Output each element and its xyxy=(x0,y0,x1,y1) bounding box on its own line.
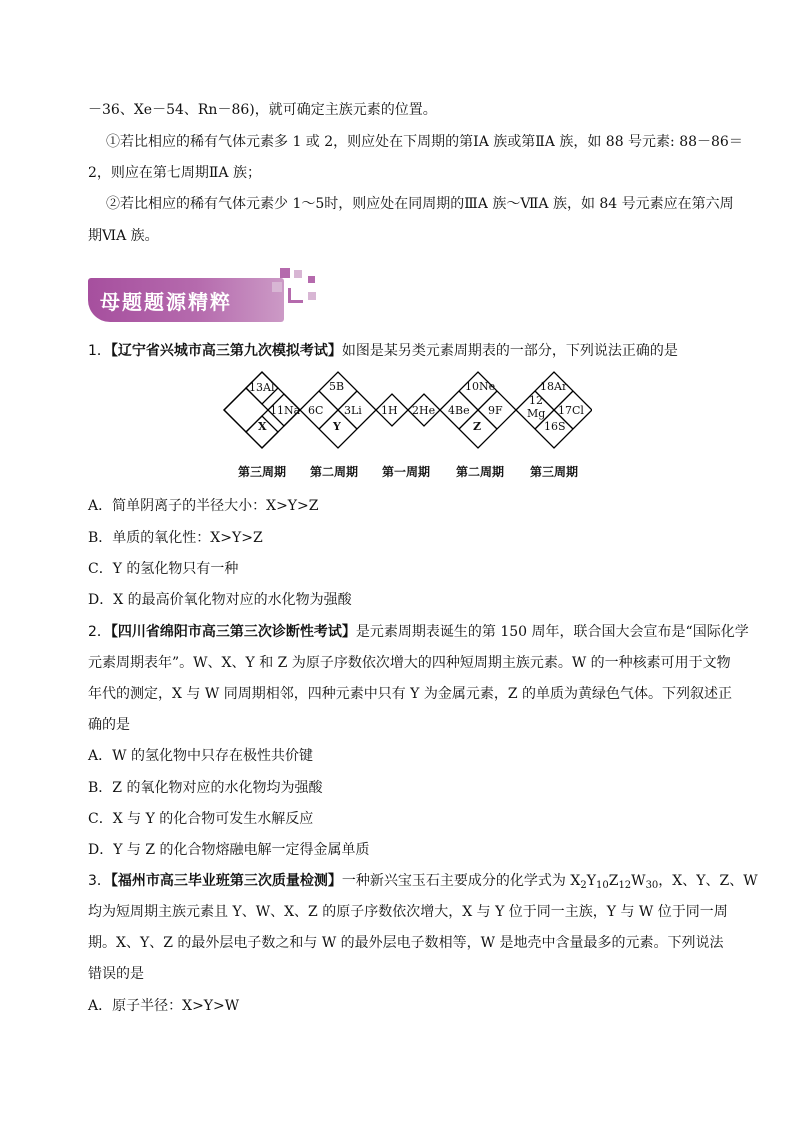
q3-option-a: A．原子半径：X>Y>W xyxy=(88,998,240,1014)
formula-letter: W xyxy=(631,873,646,889)
question-source: 【四川省绵阳市高三第三次诊断性考试】 xyxy=(110,624,356,640)
cell-al: 13Al xyxy=(249,381,275,394)
cell-na: 11Na xyxy=(270,404,301,417)
cell-f: 9F xyxy=(488,404,503,417)
question-text: 是元素周期表诞生的第 150 周年，联合国大会宣布是“国际化学 xyxy=(355,624,749,640)
question-2-stem xyxy=(88,622,749,642)
cell-mg-number: 12 xyxy=(529,394,543,407)
intro-line-2: ①若比相应的稀有气体元素多 1 或 2，则应处在下周期的第ⅠA 族或第ⅡA 族，如 88 号元素: 88－86＝ xyxy=(106,134,743,150)
cell-y: Y xyxy=(333,420,341,433)
question-3-stem xyxy=(88,871,758,896)
intro-line-5: 期ⅥA 族。 xyxy=(88,228,159,244)
q2-option-c: C．X 与 Y 的化合物可发生水解反应 xyxy=(88,811,314,827)
q2-line-3: 年代的测定，X 与 W 同周期相邻，四种元素中只有 Y 为金属元素，Z 的单质为黄绿色气体。下列叙述正 xyxy=(88,686,733,702)
formula-subscript: 2 xyxy=(580,880,587,891)
banner-square-decor xyxy=(308,292,316,300)
question-number: 1． xyxy=(88,343,111,359)
question-source: 【福州市高三毕业班第三次质量检测】 xyxy=(110,873,342,889)
banner-bracket-decor xyxy=(288,288,303,303)
banner-title: 母题题源精粹 xyxy=(100,290,232,314)
q1-option-b: B．单质的氧化性：X>Y>Z xyxy=(88,530,263,546)
q2-option-d: D．Y 与 Z 的化合物熔融电解一定得金属单质 xyxy=(88,842,370,858)
cell-be: 4Be xyxy=(448,404,470,417)
cell-s: 16S xyxy=(544,420,566,433)
formula-letter: Y xyxy=(586,873,596,889)
formula-subscript: 12 xyxy=(618,880,632,891)
q2-option-a: A．W 的氢化物中只存在极性共价键 xyxy=(88,748,313,764)
question-text: 一种新兴宝玉石主要成分的化学式为 X xyxy=(341,873,581,889)
q1-option-d: D．X 的最高价氧化物对应的水化物为强酸 xyxy=(88,592,352,608)
formula-subscript: 10 xyxy=(595,880,609,891)
cell-z: Z xyxy=(473,420,482,433)
cell-ne: 10Ne xyxy=(465,380,496,393)
banner-square-decor xyxy=(294,270,302,278)
banner-square-decor xyxy=(280,268,290,278)
question-number: 3． xyxy=(88,873,111,889)
caption-period: 第二周期 xyxy=(456,465,505,479)
q2-line-2: 元素周期表年”。W、X、Y 和 Z 为原子序数依次增大的四种短周期主族元素。W 的一种核素可用于文物 xyxy=(88,655,731,671)
cell-h: 1H xyxy=(381,404,398,417)
caption-period: 第三周期 xyxy=(530,465,579,479)
cell-li: 3Li xyxy=(344,404,362,417)
formula-subscript: 30 xyxy=(645,880,659,891)
question-1-stem xyxy=(88,341,678,361)
intro-line-1: －36、Xe－54、Rn－86)，就可确定主族元素的位置。 xyxy=(88,102,437,118)
caption-period: 第一周期 xyxy=(382,465,431,479)
caption-period: 第二周期 xyxy=(310,465,359,479)
cell-b: 5B xyxy=(329,380,345,393)
cell-mg: Mg xyxy=(527,407,546,420)
q3-line-2: 均为短周期主族元素且 Y、W、X、Z 的原子序数依次增大，X 与 Y 位于同一主族，Y 与 W 位于同一周 xyxy=(88,904,728,920)
intro-line-4: ②若比相应的稀有气体元素少 1～5时，则应处在同周期的ⅢA 族～ⅦA 族，如 84 号元素应在第六周 xyxy=(106,196,734,212)
q2-line-4: 确的是 xyxy=(88,717,130,733)
q1-option-c: C．Y 的氢化物只有一种 xyxy=(88,561,239,577)
q3-line-3: 期。X、Y、Z 的最外层电子数之和与 W 的最外层电子数相等，W 是地壳中含量最多的元素。下列说法 xyxy=(88,935,724,951)
q2-option-b: B．Z 的氧化物对应的水化物均为强酸 xyxy=(88,780,323,796)
cell-ar: 18Ar xyxy=(540,380,568,393)
caption-period: 第三周期 xyxy=(238,465,287,479)
formula-letter: Z xyxy=(608,873,619,889)
cell-cl: 17Cl xyxy=(558,404,584,417)
question-text: ，X、Y、Z、W xyxy=(658,873,758,889)
question-number: 2． xyxy=(88,624,111,640)
intro-line-3: 2，则应在第七周期ⅡA 族； xyxy=(88,165,261,181)
banner-square-decor xyxy=(272,282,282,292)
cell-x: X xyxy=(258,420,267,433)
question-text: 如图是某另类元素周期表的一部分，下列说法正确的是 xyxy=(341,343,678,359)
q3-line-4: 错误的是 xyxy=(88,966,144,982)
banner-square-decor xyxy=(308,276,315,283)
question-source: 【辽宁省兴城市高三第九次模拟考试】 xyxy=(110,343,342,359)
section-banner xyxy=(88,268,328,326)
cell-c: 6C xyxy=(308,404,324,417)
q1-option-a: A．简单阴离子的半径大小：X>Y>Z xyxy=(88,498,319,514)
cell-he: 2He xyxy=(412,404,436,417)
